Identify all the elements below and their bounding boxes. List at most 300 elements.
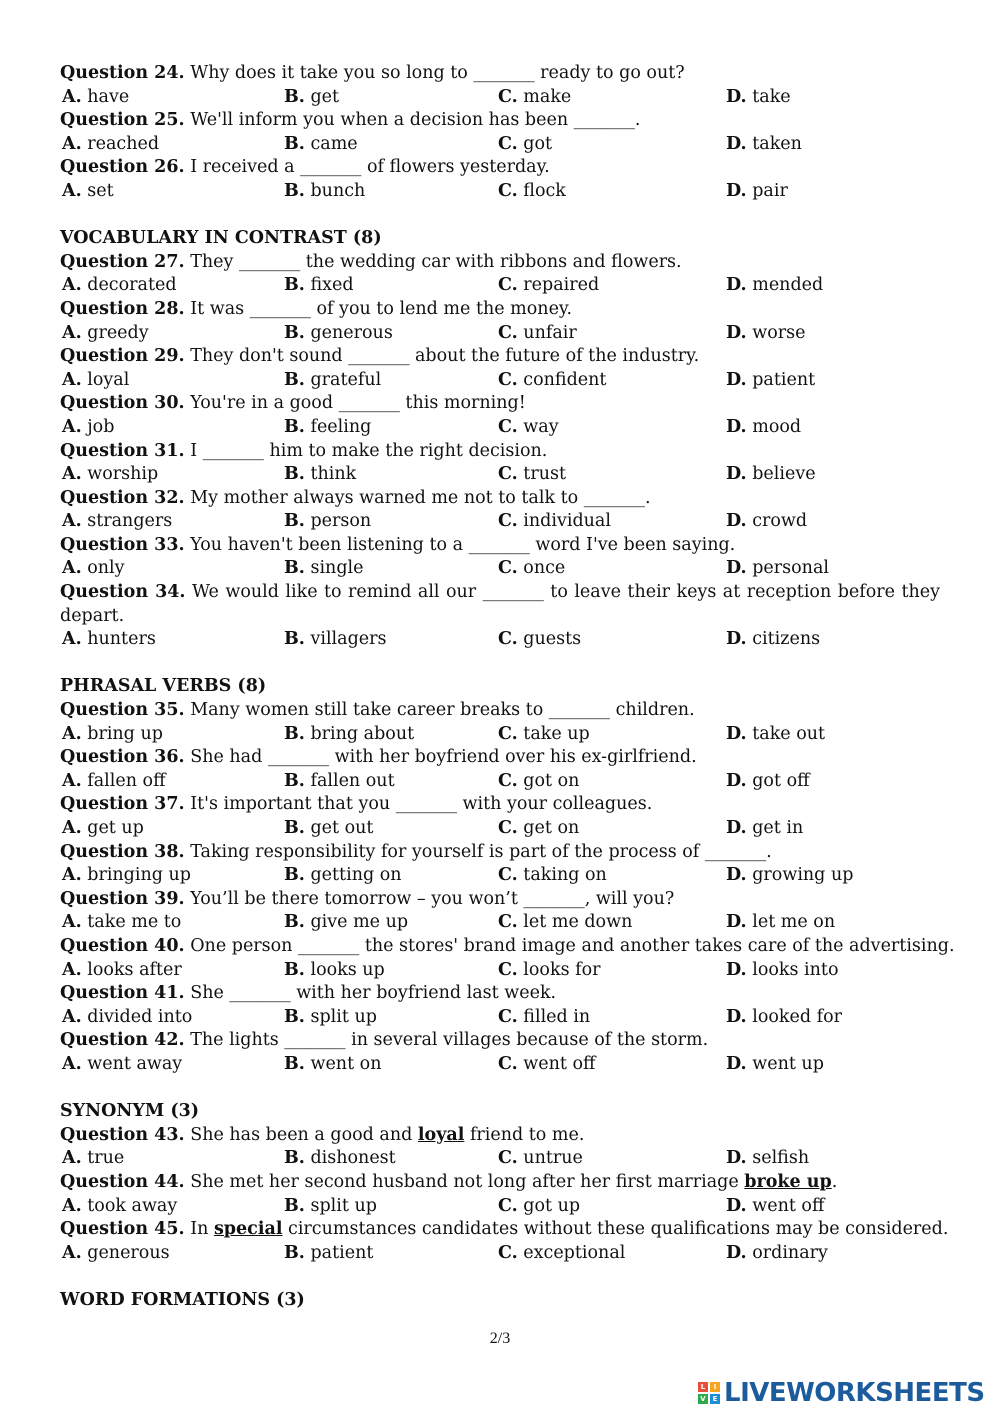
option-d[interactable]: [726, 723, 825, 747]
options-row: [60, 817, 940, 841]
option-d[interactable]: [726, 817, 803, 841]
option-letter: C.: [498, 180, 518, 201]
option-b[interactable]: [284, 133, 358, 157]
option-letter: A.: [62, 1053, 82, 1074]
option-text: only: [87, 558, 125, 579]
option-letter: D.: [726, 865, 747, 886]
question-stem: [60, 298, 940, 322]
question-stem: [60, 581, 940, 628]
option-b[interactable]: [284, 1195, 377, 1219]
option-c[interactable]: [498, 1195, 580, 1219]
option-text: selfish: [752, 1148, 810, 1169]
question-number: Question 40.: [60, 935, 185, 956]
option-letter: B.: [284, 180, 305, 201]
question-number: Question 37.: [60, 794, 185, 815]
options-row: [60, 770, 940, 794]
option-c[interactable]: [498, 911, 632, 935]
option-c[interactable]: [498, 1147, 583, 1171]
logo-letter: E: [710, 1394, 720, 1404]
highlighted-word: special: [213, 1219, 283, 1240]
option-d[interactable]: [726, 1006, 842, 1030]
question-number: Question 41.: [60, 983, 185, 1004]
option-text: filled in: [523, 1006, 591, 1027]
option-letter: D.: [726, 1006, 747, 1027]
option-letter: B.: [284, 369, 305, 390]
option-letter: D.: [726, 369, 747, 390]
option-d[interactable]: [726, 133, 802, 157]
option-a[interactable]: [62, 463, 158, 487]
option-a[interactable]: [62, 864, 191, 888]
question-text: We would like to remind all our _______ to leave their keys at reception before they depart.: [60, 582, 940, 626]
option-text: believe: [752, 464, 816, 485]
option-text: generous: [310, 322, 393, 343]
option-letter: D.: [726, 464, 747, 485]
option-text: reached: [87, 133, 160, 154]
option-text: take out: [752, 723, 826, 744]
option-text: true: [87, 1148, 125, 1169]
option-d[interactable]: [726, 86, 791, 110]
option-letter: D.: [726, 511, 747, 532]
question-stem: [60, 793, 940, 817]
option-letter: C.: [498, 770, 518, 791]
option-text: take up: [523, 723, 590, 744]
question-stem: [60, 345, 940, 369]
option-c[interactable]: [498, 723, 590, 747]
option-b[interactable]: [284, 322, 393, 346]
option-d[interactable]: [726, 557, 829, 581]
question-text: My mother always warned me not to talk to _______.: [190, 487, 651, 508]
option-a[interactable]: [62, 557, 125, 581]
option-text: get on: [523, 818, 580, 838]
option-text: grateful: [310, 369, 382, 390]
option-letter: A.: [62, 464, 82, 485]
option-text: strangers: [87, 511, 173, 532]
option-text: personal: [752, 558, 829, 579]
option-text: went off: [523, 1053, 596, 1074]
option-text: patient: [310, 1242, 374, 1263]
options-row: [60, 1195, 940, 1219]
option-text: exceptional: [523, 1242, 626, 1263]
option-letter: B.: [284, 959, 305, 980]
option-letter: A.: [62, 180, 82, 201]
option-letter: D.: [726, 322, 747, 343]
option-letter: C.: [498, 959, 518, 980]
question-text: I received a _______ of flowers yesterday.: [190, 157, 550, 178]
option-letter: B.: [284, 818, 305, 838]
options-row: [60, 180, 940, 204]
question-stem: [60, 1218, 949, 1242]
logo-grid-icon: [698, 1382, 720, 1404]
question-number: Question 42.: [60, 1030, 185, 1051]
question-stem: [60, 1029, 940, 1053]
option-a[interactable]: [62, 322, 149, 346]
option-letter: D.: [726, 912, 747, 933]
liveworksheets-logo[interactable]: [698, 1378, 985, 1408]
option-text: decorated: [87, 275, 177, 296]
option-letter: D.: [726, 1148, 747, 1169]
option-text: villagers: [310, 629, 387, 650]
option-letter: D.: [726, 629, 747, 650]
question-text: It's important that you _______ with your colleagues.: [190, 794, 653, 815]
options-row: [60, 628, 940, 652]
option-text: generous: [87, 1242, 170, 1263]
question-text: You’ll be there tomorrow – you won’t _______, will you?: [190, 888, 675, 909]
option-letter: B.: [284, 275, 305, 296]
options-row: [60, 1147, 940, 1171]
option-d[interactable]: [726, 463, 816, 487]
question-stem: [60, 251, 940, 275]
option-letter: C.: [498, 369, 518, 390]
option-letter: A.: [62, 275, 82, 296]
option-d[interactable]: [726, 369, 815, 393]
question-text: Why does it take you so long to _______ ready to go out?: [190, 63, 685, 83]
question-stem: [60, 440, 940, 464]
option-d[interactable]: [726, 1242, 828, 1266]
option-letter: D.: [726, 133, 747, 154]
page-number: 2/3: [489, 1330, 511, 1347]
option-text: untrue: [523, 1148, 583, 1169]
option-d[interactable]: [726, 1195, 824, 1219]
option-letter: D.: [726, 180, 747, 201]
option-text: person: [310, 511, 372, 532]
option-c[interactable]: [498, 274, 599, 298]
logo-wordmark: LIVEWORKSHEETS: [724, 1378, 985, 1408]
question-number: Question 29.: [60, 346, 185, 367]
option-letter: C.: [498, 322, 518, 343]
option-text: get out: [310, 818, 374, 838]
option-c[interactable]: [498, 770, 579, 794]
option-text: mended: [752, 275, 824, 296]
option-letter: D.: [726, 558, 747, 579]
section-heading: VOCABULARY IN CONTRAST (8): [60, 228, 382, 249]
option-a[interactable]: [62, 274, 177, 298]
question-stem: [60, 109, 940, 133]
option-letter: B.: [284, 1148, 305, 1169]
option-letter: A.: [62, 322, 82, 343]
option-a[interactable]: [62, 817, 144, 841]
option-a[interactable]: [62, 1006, 192, 1030]
option-d[interactable]: [726, 510, 807, 534]
option-a[interactable]: [62, 628, 156, 652]
option-d[interactable]: [726, 1147, 809, 1171]
option-text: make: [523, 86, 572, 107]
option-b[interactable]: [284, 723, 414, 747]
question-text: circumstances candidates without these qualifications may be considered.: [282, 1219, 949, 1240]
options-row: [60, 959, 940, 983]
question-text: She has been a good and: [190, 1124, 418, 1145]
option-d[interactable]: [726, 864, 853, 888]
option-b[interactable]: [284, 180, 365, 204]
question-stem: [60, 487, 940, 511]
question-text: One person _______ the stores' brand image and another takes care of the advertising.: [190, 935, 955, 956]
option-b[interactable]: [284, 1006, 377, 1030]
option-c[interactable]: [498, 463, 566, 487]
option-c[interactable]: [498, 557, 565, 581]
option-c[interactable]: [498, 628, 581, 652]
question-number: Question 30.: [60, 393, 185, 414]
option-letter: C.: [498, 1148, 518, 1169]
option-letter: C.: [498, 464, 518, 485]
option-letter: A.: [62, 1148, 82, 1169]
option-d[interactable]: [726, 911, 835, 935]
options-row: [60, 510, 940, 534]
option-letter: C.: [498, 629, 518, 650]
option-text: taking on: [523, 865, 607, 886]
options-row: [60, 1242, 940, 1266]
option-letter: C.: [498, 865, 518, 886]
option-d[interactable]: [726, 322, 805, 346]
option-letter: B.: [284, 770, 305, 791]
option-letter: B.: [284, 1242, 305, 1263]
option-letter: B.: [284, 511, 305, 532]
question-text: We'll inform you when a decision has been _______.: [190, 110, 641, 131]
option-text: getting on: [310, 865, 402, 886]
option-letter: C.: [498, 1195, 518, 1216]
option-text: get up: [87, 818, 144, 838]
question-text: Many women still take career breaks to _______ children.: [190, 700, 695, 721]
option-a[interactable]: [62, 770, 166, 794]
question-number: Question 43.: [60, 1124, 185, 1145]
option-a[interactable]: [62, 1147, 124, 1171]
option-a[interactable]: [62, 180, 114, 204]
option-a[interactable]: [62, 369, 129, 393]
option-text: take: [752, 86, 791, 107]
options-row: [60, 369, 940, 393]
question-stem: [60, 1124, 940, 1148]
option-letter: A.: [62, 86, 82, 107]
option-text: fallen off: [87, 770, 166, 791]
option-text: mood: [752, 416, 802, 437]
option-letter: A.: [62, 723, 82, 744]
option-letter: A.: [62, 865, 82, 886]
option-b[interactable]: [284, 864, 402, 888]
option-letter: C.: [498, 558, 518, 579]
option-letter: B.: [284, 865, 305, 886]
option-text: have: [87, 86, 130, 107]
logo-letter: V: [698, 1394, 708, 1404]
option-letter: D.: [726, 275, 747, 296]
option-letter: C.: [498, 133, 518, 154]
option-b[interactable]: [284, 510, 371, 534]
option-a[interactable]: [62, 416, 114, 440]
option-c[interactable]: [498, 133, 552, 157]
option-c[interactable]: [498, 1006, 590, 1030]
option-c[interactable]: [498, 1242, 625, 1266]
option-letter: D.: [726, 1195, 747, 1216]
option-d[interactable]: [726, 770, 810, 794]
question-text: I _______ him to make the right decision.: [190, 440, 548, 461]
option-text: got: [523, 133, 553, 154]
question-number: Question 36.: [60, 747, 185, 768]
option-text: looks up: [310, 959, 385, 980]
options-row: [60, 911, 940, 935]
question-text: Taking responsibility for yourself is part of the process of _______.: [190, 841, 772, 862]
option-letter: A.: [62, 1195, 82, 1216]
option-b[interactable]: [284, 959, 385, 983]
option-c[interactable]: [498, 864, 607, 888]
option-letter: B.: [284, 1053, 305, 1074]
highlighted-word: loyal: [417, 1124, 465, 1145]
option-text: bringing up: [87, 865, 191, 886]
option-b[interactable]: [284, 1053, 381, 1077]
option-text: looks for: [523, 959, 601, 980]
option-letter: C.: [498, 1053, 518, 1074]
option-letter: C.: [498, 723, 518, 744]
option-a[interactable]: [62, 1195, 177, 1219]
question-number: Question 35.: [60, 700, 185, 721]
question-stem: [60, 1171, 940, 1195]
option-b[interactable]: [284, 1242, 373, 1266]
option-a[interactable]: [62, 911, 181, 935]
option-text: worship: [87, 464, 159, 485]
option-a[interactable]: [62, 959, 182, 983]
question-number: Question 25.: [60, 110, 185, 131]
option-text: took away: [87, 1195, 178, 1216]
option-c[interactable]: [498, 510, 611, 534]
option-letter: A.: [62, 1006, 82, 1027]
option-d[interactable]: [726, 416, 801, 440]
option-text: fallen out: [310, 770, 395, 791]
option-b[interactable]: [284, 274, 354, 298]
option-text: split up: [310, 1195, 377, 1216]
option-text: dishonest: [310, 1148, 396, 1169]
option-text: growing up: [752, 865, 854, 886]
option-text: fixed: [310, 275, 354, 296]
option-text: let me down: [523, 912, 633, 933]
option-text: take me to: [87, 912, 182, 933]
option-text: crowd: [752, 511, 808, 532]
question-text: .: [831, 1171, 838, 1192]
option-d[interactable]: [726, 628, 820, 652]
option-letter: B.: [284, 1195, 305, 1216]
option-text: got up: [523, 1195, 581, 1216]
option-letter: B.: [284, 558, 305, 579]
option-letter: A.: [62, 912, 82, 933]
option-text: went away: [87, 1053, 183, 1074]
option-letter: A.: [62, 818, 82, 838]
option-letter: A.: [62, 369, 82, 390]
option-b[interactable]: [284, 463, 356, 487]
question-number: Question 39.: [60, 888, 185, 909]
option-b[interactable]: [284, 86, 339, 110]
option-d[interactable]: [726, 180, 788, 204]
option-d[interactable]: [726, 1053, 824, 1077]
option-text: looks after: [87, 959, 182, 980]
logo-letter: L: [698, 1382, 708, 1392]
option-c[interactable]: [498, 817, 579, 841]
option-text: bunch: [310, 180, 366, 201]
option-text: feeling: [310, 416, 372, 437]
option-letter: D.: [726, 959, 747, 980]
option-b[interactable]: [284, 770, 395, 794]
option-a[interactable]: [62, 133, 159, 157]
option-c[interactable]: [498, 322, 577, 346]
option-a[interactable]: [62, 723, 163, 747]
option-c[interactable]: [498, 369, 606, 393]
section-heading: PHRASAL VERBS (8): [60, 676, 267, 697]
option-text: greedy: [87, 322, 149, 343]
option-a[interactable]: [62, 86, 129, 110]
option-text: guests: [523, 629, 582, 650]
options-row: [60, 274, 940, 298]
option-letter: C.: [498, 511, 518, 532]
question-number: Question 24.: [60, 63, 185, 83]
question-stem: [60, 699, 940, 723]
option-a[interactable]: [62, 1053, 182, 1077]
option-letter: C.: [498, 86, 518, 107]
option-a[interactable]: [62, 510, 172, 534]
question-number: Question 33.: [60, 534, 185, 555]
options-row: [60, 1006, 940, 1030]
option-d[interactable]: [726, 274, 823, 298]
option-a[interactable]: [62, 1242, 170, 1266]
option-text: taken: [752, 133, 802, 154]
option-b[interactable]: [284, 817, 373, 841]
question-text: She had _______ with her boyfriend over his ex-girlfriend.: [190, 747, 697, 768]
options-row: [60, 86, 940, 110]
option-b[interactable]: [284, 628, 386, 652]
question-stem: [60, 935, 955, 959]
option-text: looks into: [752, 959, 839, 980]
option-text: give me up: [310, 912, 409, 933]
question-number: Question 38.: [60, 841, 185, 862]
option-d[interactable]: [726, 959, 839, 983]
option-letter: D.: [726, 416, 747, 437]
option-c[interactable]: [498, 86, 571, 110]
question-text: She met her second husband not long after her first marriage: [190, 1171, 745, 1192]
worksheet-content: [60, 62, 955, 1312]
question-number: Question 28.: [60, 298, 185, 319]
option-letter: A.: [62, 511, 82, 532]
section-heading: SYNONYM (3): [60, 1101, 200, 1122]
option-text: worse: [752, 322, 806, 343]
question-stem: [60, 392, 940, 416]
option-text: looked for: [752, 1006, 843, 1027]
question-text: She _______ with her boyfriend last week.: [190, 983, 557, 1004]
option-letter: D.: [726, 770, 747, 791]
question-number: Question 27.: [60, 251, 185, 272]
option-c[interactable]: [498, 180, 566, 204]
question-stem: [60, 841, 940, 865]
question-stem: [60, 156, 940, 180]
option-text: loyal: [87, 369, 130, 390]
option-letter: C.: [498, 1006, 518, 1027]
option-c[interactable]: [498, 416, 559, 440]
option-text: set: [87, 180, 114, 201]
option-text: think: [310, 464, 357, 485]
option-b[interactable]: [284, 1147, 396, 1171]
option-text: let me on: [752, 912, 836, 933]
options-row: [60, 557, 940, 581]
option-c[interactable]: [498, 959, 601, 983]
option-c[interactable]: [498, 1053, 595, 1077]
option-letter: C.: [498, 416, 518, 437]
option-b[interactable]: [284, 369, 381, 393]
option-letter: D.: [726, 818, 747, 838]
option-letter: B.: [284, 464, 305, 485]
option-text: patient: [752, 369, 816, 390]
option-b[interactable]: [284, 557, 363, 581]
question-text: You haven't been listening to a _______ word I've been saying.: [190, 534, 736, 555]
option-text: get: [310, 86, 340, 107]
option-b[interactable]: [284, 911, 408, 935]
option-text: went off: [752, 1195, 825, 1216]
question-number: Question 45.: [60, 1219, 185, 1240]
option-letter: B.: [284, 1006, 305, 1027]
option-letter: C.: [498, 912, 518, 933]
option-letter: A.: [62, 770, 82, 791]
option-b[interactable]: [284, 416, 371, 440]
